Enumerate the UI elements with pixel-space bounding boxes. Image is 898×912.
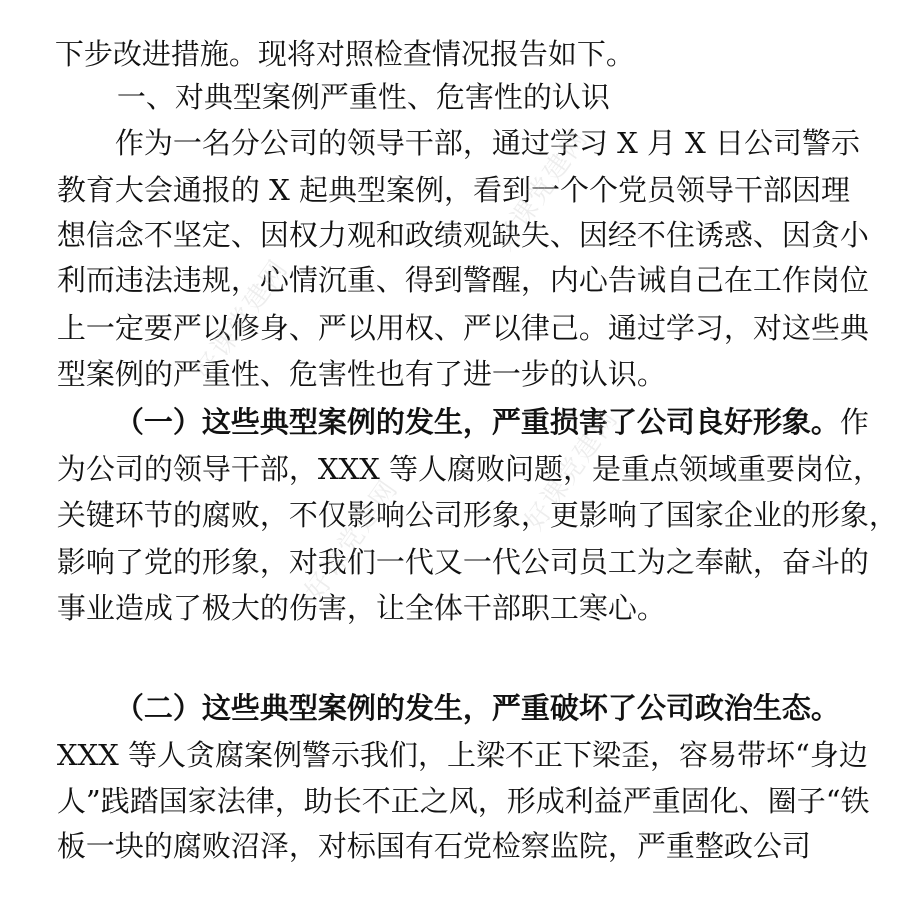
watermark: 好课党建网	[519, 403, 625, 536]
subheading-1	[78, 356, 869, 439]
line-text: 想信念不坚定、因权力观和政绩观缺失、因经不住诱惑、因贪小	[56, 218, 869, 252]
text-line-13	[20, 542, 780, 625]
watermark: 好课党建网	[189, 253, 295, 386]
line-text: 为公司的领导干部，XXX 等人腐败问题，是重点领域重要岗位，	[56, 452, 883, 486]
subheading-bold-text: （一）这些典型案例的发生，严重损害了公司良好形象。	[114, 405, 840, 439]
line-text: 作为一名分公司的领导干部，通过学习 X 月 X 日公司警示	[114, 126, 861, 160]
text-line-6	[20, 214, 869, 297]
watermark: 好课党建网	[489, 123, 595, 256]
line-text: 利而违法违规，心情沉重、得到警醒，内心告诫自己在工作岗位	[56, 263, 869, 297]
line-text: 下步改进措施。现将对照检查情况报告如下。	[54, 37, 635, 71]
line-text: 一、对典型案例严重性、危害性的认识	[116, 80, 610, 114]
text-line-17	[20, 780, 811, 863]
line-text: 上一定要严以修身、严以用权、严以律己。通过学习，对这些典	[56, 311, 869, 345]
watermark: 好课党建网	[299, 473, 405, 606]
line-text: 人”践踏国家法律，助长不正之风，形成利益严重固化、圈子“铁	[56, 784, 870, 818]
line-text: 教育大会通报的 X 起典型案例，看到一个个党员领导干部因理	[56, 173, 850, 207]
line-text: 关键环节的腐败，不仅影响公司形象，更影响了国家企业的形象，	[56, 498, 898, 532]
line-text: 作	[839, 405, 869, 439]
text-line-1	[18, 0, 788, 71]
text-line-16	[20, 735, 870, 818]
text-line-3	[78, 77, 861, 160]
subheading-bold-text: （二）这些典型案例的发生，严重破坏了公司政治生态。	[114, 691, 840, 725]
line-text: 事业造成了极大的伤害，让全体干部职工寒心。	[56, 591, 666, 625]
line-text: 影响了党的形象，对我们一代又一代公司员工为之奉献，奋斗的	[56, 545, 869, 579]
line-text: XXX 等人贪腐案例警示我们，上梁不正下梁歪，容易带坏“身边	[56, 738, 868, 772]
line-text: 型案例的严重性、危害性也有了进一步的认识。	[56, 357, 666, 391]
subheading-2	[78, 642, 840, 725]
text-line-15	[20, 689, 868, 772]
section-heading-1	[80, 31, 780, 114]
line-text: 板一块的腐败沼泽，对标国有石党检察监院，严重整政公司	[56, 829, 811, 863]
